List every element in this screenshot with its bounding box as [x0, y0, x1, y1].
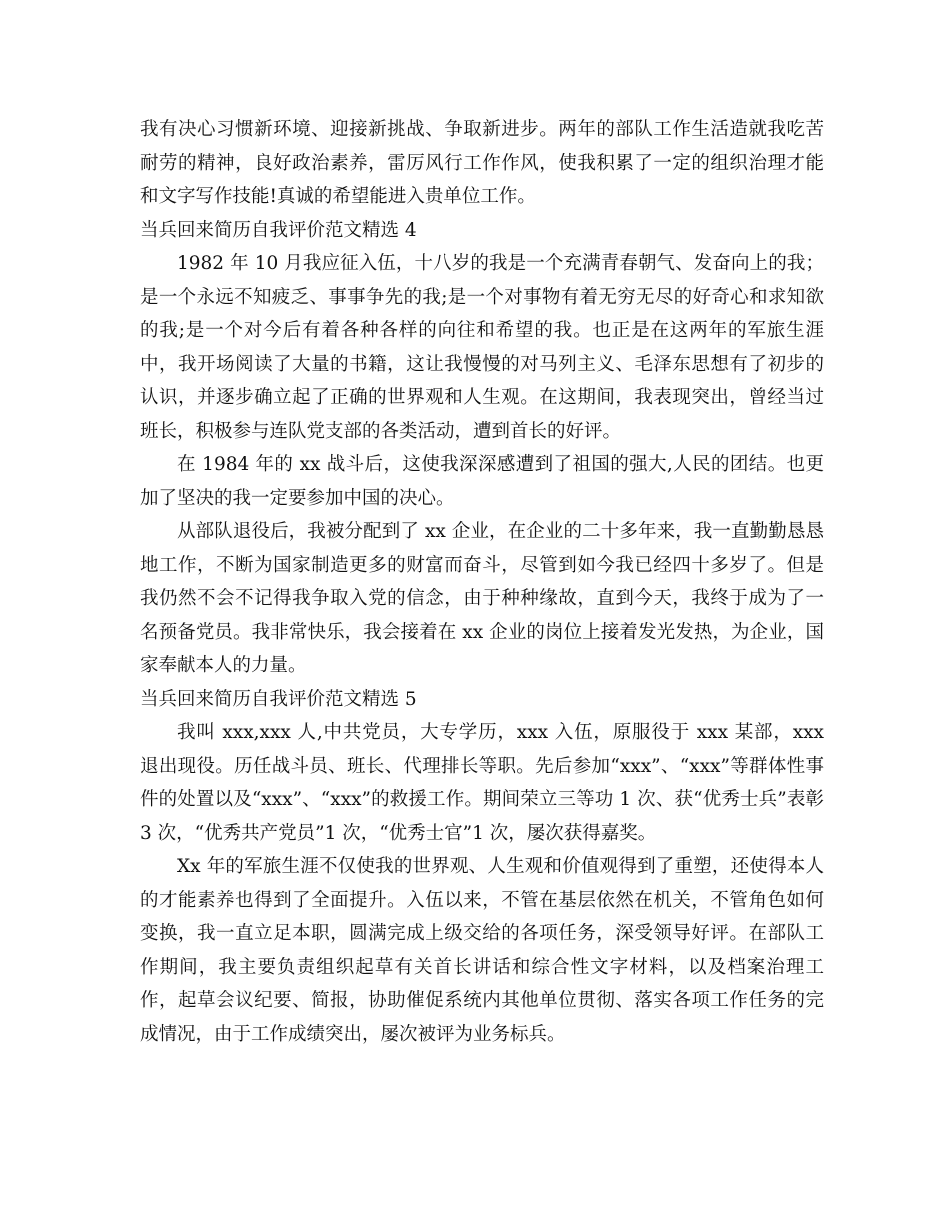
paragraph: Xx 年的军旅生涯不仅使我的世界观、人生观和价值观得到了重塑，还使得本人的才能素养也得到了全面提升。入伍以来，不管在基层依然在机关，不管角色如何变换，我一直立足本职，圆满完成上级交给的各项任务，深受领导好评。在部队工作期间，我主要负责组织起草有关首长讲话和综合性文字材料，以及档案治理工作，起草会议纪要、简报，协助催促系统内其他单位贯彻、落实各项工作任务的完成情况，由于工作成绩突出，屡次被评为业务标兵。 [140, 856, 824, 1045]
paragraph-continued: 我有决心习惯新环境、迎接新挑战、争取新进步。两年的部队工作生活造就我吃苦耐劳的精神，良好政治素养，雷厉风行工作作风，使我积累了一定的组织治理才能和文字写作技能!真诚的希望能进入贵单位工作。 [140, 119, 824, 207]
paragraph: 在 1984 年的 xx 战斗后，这使我深深感遭到了祖国的强大,人民的团结。也更加了坚决的我一定要参加中国的决心。 [140, 454, 824, 509]
section-heading-5: 当兵回来简历自我评价范文精选 5 [140, 688, 417, 710]
paragraph: 1982 年 10 月我应征入伍，十八岁的我是一个充满青春朝气、发奋向上的我；是一个永远不知疲乏、事事争先的我;是一个对事物有着无穷无尽的好奇心和求知欲的我;是一个对今后有着各种各样的向往和希望的我。也正是在这两年的军旅生涯中，我开场阅读了大量的书籍，这让我慢慢的对马列主义、毛泽东思想有了初步的认识，并逐步确立起了正确的世界观和人生观。在这期间，我表现突出，曾经当过班长，积极参与连队党支部的各类活动，遭到首长的好评。 [140, 253, 824, 442]
paragraph: 从部队退役后，我被分配到了 xx 企业，在企业的二十多年来，我一直勤勤恳恳地工作，不断为国家制造更多的财富而奋斗，尽管到如今我已经四十多岁了。但是我仍然不会不记得我争取入党的信念，由于种种缘故，直到今天，我终于成为了一名预备党员。我非常快乐，我会接着在 xx 企业的岗位上接着发光发热，为企业，国家奉献本人的力量。 [140, 521, 824, 676]
paragraph: 我叫 xxx,xxx 人,中共党员，大专学历，xxx 入伍，原服役于 xxx 某部，xxx 退出现役。历任战斗员、班长、代理排长等职。先后参加“xxx”、“xxx”等群体性事件的处置以及“xxx”、“xxx”的救援工作。期间荣立三等功 1 次、获“优秀士兵”表彰 3 次，“优秀共产党员”1 次，“优秀士官”1 次，屡次获得嘉奖。 [140, 722, 824, 844]
section-heading-4: 当兵回来简历自我评价范文精选 4 [140, 219, 417, 241]
document-body [140, 113, 824, 1051]
